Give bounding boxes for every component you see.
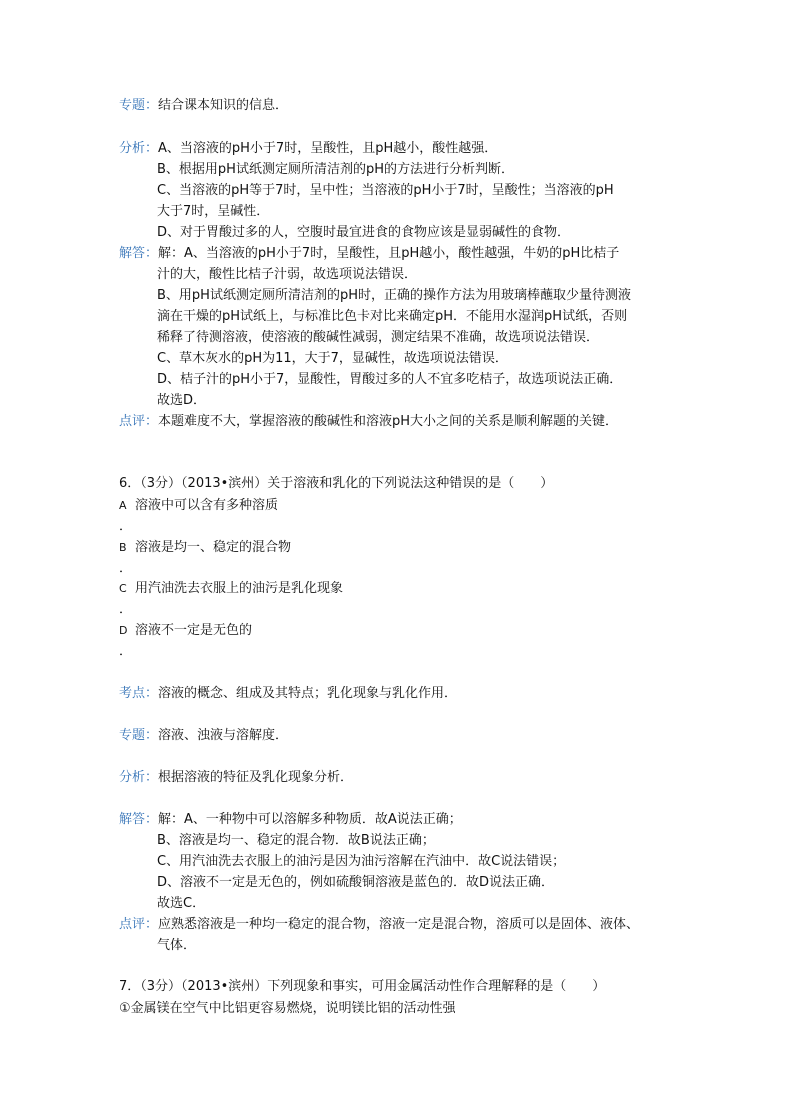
q5-topic-row: [119, 98, 288, 114]
q6-option-a: [119, 498, 278, 514]
q5-answer-line: 滴在干燥的pH试纸上，与标准比色卡对比来确定pH．不能用水湿润pH试纸，否则: [157, 309, 628, 324]
answer-label: 解答：: [119, 246, 159, 261]
exam-point-label: 考点：: [119, 686, 159, 701]
option-dot: ．: [119, 644, 133, 659]
topic-label: 专题：: [119, 98, 159, 113]
q5-answer-line: C、草木灰水的pH为11，大于7，显碱性，故选项说法错误．: [157, 351, 508, 366]
option-dot: ．: [119, 519, 133, 534]
option-dot: ．: [119, 602, 133, 617]
analysis-label: 分析：: [119, 141, 159, 156]
q5-analysis-line: A、当溶液的pH小于7时，呈酸性，且pH越小，酸性越强．: [158, 141, 498, 156]
option-text: 溶液是均一、稳定的混合物: [135, 540, 292, 555]
q6-analysis-text: 根据溶液的特征及乳化现象分析．: [158, 770, 354, 785]
q5-comment-text: 本题难度不大，掌握溶液的酸碱性和溶液pH大小之间的关系是顺利解题的关键．: [158, 414, 619, 429]
q5-analysis-line: D、对于胃酸过多的人，空腹时最宜进食的食物应该是显弱碱性的食物．: [157, 225, 571, 240]
option-text: 溶液不一定是无色的: [135, 623, 253, 638]
q6-stem: 6．（3分）（2013•滨州）关于溶液和乳化的下列说法这种错误的是（ ）: [119, 476, 554, 491]
q5-answer-row: [119, 246, 619, 262]
q7-stem: 7．（3分）（2013•滨州）下列现象和事实，可用金属活动性作合理解释的是（ ）: [119, 979, 606, 994]
q5-answer-line: 汁的大，酸性比桔子汁弱，故选项说法错误．: [157, 267, 418, 282]
q6-answer-line: D、溶液不一定是无色的，例如硫酸铜溶液是蓝色的．故D说法正确．: [157, 875, 555, 890]
analysis-label: 分析：: [119, 770, 159, 785]
option-letter: C: [119, 582, 127, 595]
option-text: 用汽油洗去衣服上的油污是乳化现象: [135, 581, 344, 596]
q5-analysis-line: 大于7时，呈碱性．: [157, 204, 270, 219]
q6-topic-text: 溶液、浊液与溶解度．: [158, 728, 289, 743]
q6-analysis-row: [119, 770, 353, 786]
q5-analysis-line: B、根据用pH试纸测定厕所清洁剂的pH的方法进行分析判断．: [157, 162, 514, 177]
comment-label: 点评：: [119, 917, 159, 932]
q6-option-d: [119, 623, 252, 639]
q6-exam-point-row: [119, 686, 457, 702]
q6-answer-line: 解：A、一种物中可以溶解多种物质．故A说法正确；: [158, 812, 462, 827]
q6-option-b: [119, 540, 291, 556]
q6-comment-row: [119, 917, 639, 933]
q6-topic-row: [119, 728, 288, 744]
option-text: 溶液中可以含有多种溶质: [135, 498, 279, 513]
option-letter: A: [119, 499, 127, 512]
q5-answer-line: 故选D．: [157, 393, 207, 408]
q6-answer-line: C、用汽油洗去衣服上的油污是因为油污溶解在汽油中．故C说法错误；: [157, 854, 566, 869]
q5-answer-line: 稀释了待测溶液，使溶液的酸碱性减弱，测定结果不准确，故选项说法错误．: [157, 330, 600, 345]
q6-option-c: [119, 581, 343, 597]
comment-label: 点评：: [119, 414, 159, 429]
q6-answer-row: [119, 812, 462, 828]
option-letter: D: [119, 624, 128, 637]
q5-answer-line: 解：A、当溶液的pH小于7时，呈酸性，且pH越小，酸性越强，牛奶的pH比桔子: [158, 246, 620, 261]
q5-analysis-row: [119, 141, 497, 157]
q6-exam-point-text: 溶液的概念、组成及其特点；乳化现象与乳化作用．: [158, 686, 458, 701]
q5-analysis-line: C、当溶液的pH等于7时，呈中性；当溶液的pH小于7时，呈酸性；当溶液的pH: [157, 183, 614, 198]
q5-answer-line: D、桔子汁的pH小于7，显酸性，胃酸过多的人不宜多吃桔子，故选项说法正确．: [157, 372, 623, 387]
topic-label: 专题：: [119, 728, 159, 743]
q5-topic-text: 结合课本知识的信息．: [158, 98, 289, 113]
option-letter: B: [119, 541, 127, 554]
answer-label: 解答：: [119, 812, 159, 827]
q6-answer-line: B、溶液是均一、稳定的混合物．故B说法正确；: [157, 833, 435, 848]
option-dot: ．: [119, 561, 133, 576]
q7-item-1: ①金属镁在空气中比铝更容易燃烧，说明镁比铝的活动性强: [119, 1001, 456, 1016]
q6-answer-line: 故选C．: [157, 896, 206, 911]
q5-comment-row: [119, 414, 618, 430]
q5-answer-line: B、用pH试纸测定厕所清洁剂的pH时，正确的操作方法为用玻璃棒蘸取少量待测液: [157, 288, 631, 303]
q6-comment-line: 应熟悉溶液是一种均一稳定的混合物，溶液一定是混合物，溶质可以是固体、液体、: [158, 917, 640, 932]
q6-comment-line: 气体．: [157, 938, 197, 953]
